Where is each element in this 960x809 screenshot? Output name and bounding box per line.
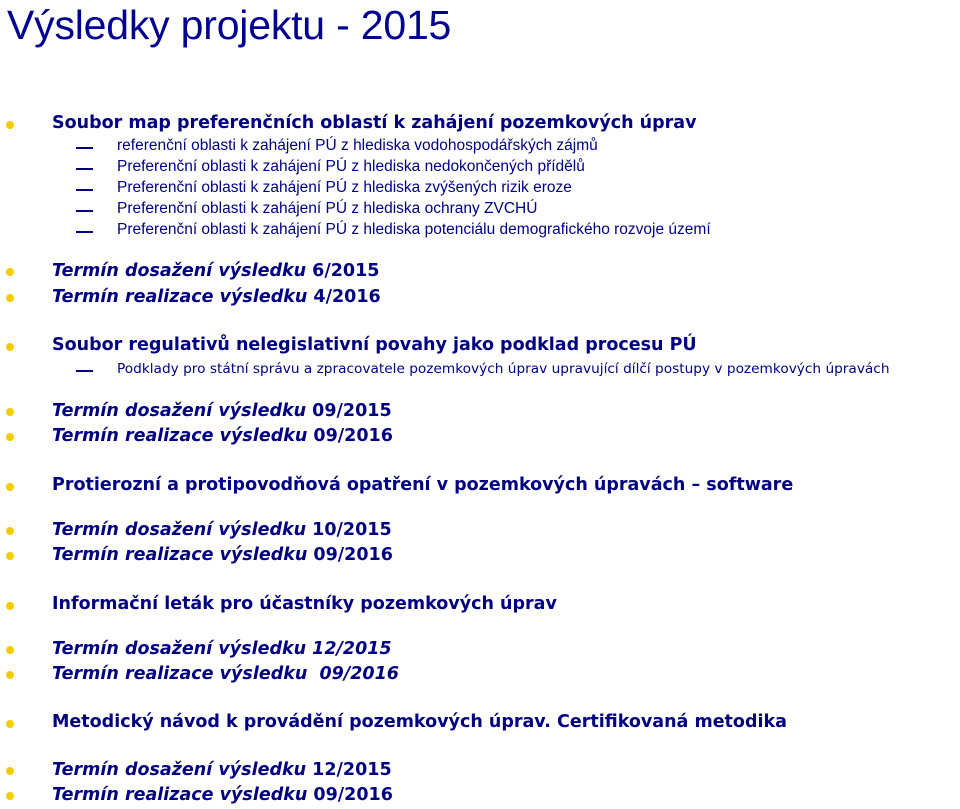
section-3-realization	[52, 545, 393, 565]
deadline-label: Termín dosažení výsledku	[52, 520, 307, 540]
deadline-label: Termín dosažení výsledku	[52, 401, 307, 421]
section-1-deadline	[52, 261, 379, 281]
section-1-item: Preferenční oblasti k zahájení PÚ z hlediska potenciálu demografického rozvoje území	[117, 221, 711, 238]
dash-icon	[76, 147, 93, 149]
bullet-icon	[6, 552, 14, 560]
bullet-icon	[6, 408, 14, 416]
deadline-label: Termín dosažení výsledku	[52, 261, 307, 281]
realization-label: Termín realizace výsledku	[52, 785, 308, 805]
bullet-icon	[6, 720, 14, 728]
deadline-value: 10/2015	[312, 520, 392, 540]
bullet-icon	[6, 602, 14, 610]
section-5-heading: Metodický návod k provádění pozemkových úprav. Certifikovaná metodika	[52, 712, 787, 732]
section-4-deadline: Termín dosažení výsledku 12/2015	[52, 639, 392, 659]
section-1-heading: Soubor map preferenčních oblastí k zahájení pozemkových úprav	[52, 113, 697, 133]
dash-icon	[76, 231, 93, 233]
section-2-heading: Soubor regulativů nelegislativní povahy jako podklad procesu PÚ	[52, 335, 697, 355]
deadline-value: 6/2015	[312, 261, 380, 281]
bullet-icon	[6, 792, 14, 800]
bullet-icon	[6, 646, 14, 654]
section-3-deadline	[52, 520, 392, 540]
section-5-realization	[52, 785, 393, 805]
realization-label: Termín realizace výsledku	[52, 426, 308, 446]
bullet-icon	[6, 343, 14, 351]
deadline-value: 09/2015	[312, 401, 392, 421]
realization-value: 09/2016	[313, 545, 393, 565]
section-1-realization	[52, 287, 381, 307]
realization-label: Termín realizace výsledku	[52, 287, 308, 307]
bullet-icon	[6, 268, 14, 276]
bullet-icon	[6, 527, 14, 535]
bullet-icon	[6, 671, 14, 679]
dash-icon	[76, 210, 93, 212]
section-3-heading: Protierozní a protipovodňová opatření v pozemkových úpravách – software	[52, 475, 794, 495]
realization-value: 09/2016	[313, 785, 393, 805]
realization-value: 09/2016	[313, 426, 393, 446]
section-1-item: Preferenční oblasti k zahájení PÚ z hlediska ochrany ZVCHÚ	[117, 200, 538, 217]
section-2-realization	[52, 426, 393, 446]
bullet-icon	[6, 483, 14, 491]
dash-icon	[76, 168, 93, 170]
section-1-item: Preferenční oblasti k zahájení PÚ z hlediska nedokončených přídělů	[117, 158, 585, 175]
bullet-icon	[6, 121, 14, 129]
realization-value: 4/2016	[313, 287, 381, 307]
section-1-item: referenční oblasti k zahájení PÚ z hlediska vodohospodářských zájmů	[117, 137, 598, 154]
page-title: Výsledky projektu - 2015	[7, 2, 452, 48]
section-5-deadline	[52, 760, 392, 780]
section-4-realization: Termín realizace výsledku 09/2016	[52, 664, 399, 684]
dash-icon	[76, 370, 93, 372]
section-4-heading: Informační leták pro účastníky pozemkových úprav	[52, 594, 557, 614]
dash-icon	[76, 189, 93, 191]
bullet-icon	[6, 294, 14, 302]
realization-label: Termín realizace výsledku	[52, 545, 308, 565]
section-1-item: Preferenční oblasti k zahájení PÚ z hlediska zvýšených rizik eroze	[117, 179, 572, 196]
section-2-deadline	[52, 401, 392, 421]
bullet-icon	[6, 433, 14, 441]
deadline-label: Termín dosažení výsledku	[52, 760, 307, 780]
deadline-value: 12/2015	[312, 760, 392, 780]
section-2-item: Podklady pro státní správu a zpracovatele pozemkových úprav upravující dílčí postupy v pozemkových úpravách	[117, 361, 890, 377]
bullet-icon	[6, 767, 14, 775]
